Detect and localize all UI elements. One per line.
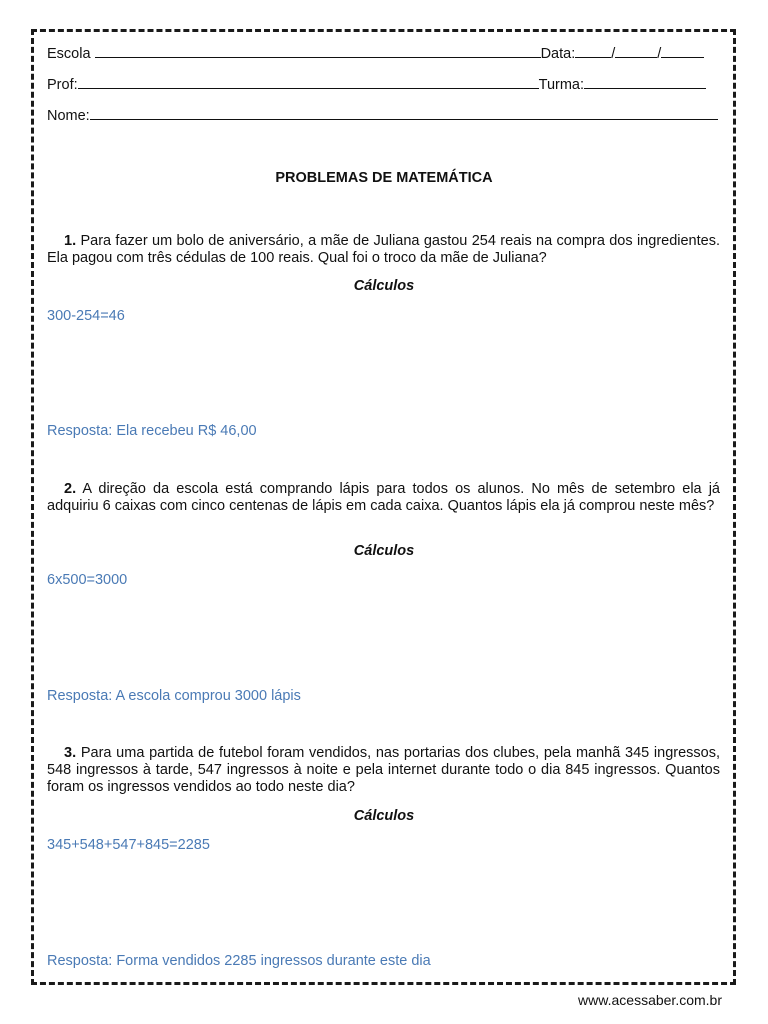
prof-blank[interactable] — [78, 75, 539, 89]
problem-3-calculation: 345+548+547+845=2285 — [47, 837, 210, 853]
prof-label: Prof: — [47, 77, 78, 93]
footer-website: www.acessaber.com.br — [578, 992, 722, 1008]
problem-3-text: Para uma partida de futebol foram vendidos, nas portarias dos clubes, pela manhã 345 ingressos, 548 ingressos à tarde, 547 ingressos à noite e pela internet durante todo o dia 845 ingressos. Quantos foram os ingressos vendidos ao todo neste dia? — [47, 745, 721, 795]
escola-row — [47, 44, 704, 63]
problem-2-text: A direção da escola está comprando lápis para todos os alunos. No mês de setembro ela já adquiriu 6 caixas com cinco centenas de lápis em cada caixa. Quantos lápis ela já comprou neste mês? — [47, 481, 720, 514]
date-slash-1: / — [611, 46, 616, 62]
date-day-blank[interactable] — [575, 44, 611, 58]
problem-2-calculation: 6x500=3000 — [47, 572, 128, 588]
nome-blank[interactable] — [90, 106, 718, 120]
turma-blank[interactable] — [584, 75, 706, 89]
data-label: Data: — [540, 46, 576, 62]
problem-1-calc-label: Cálculos — [353, 278, 415, 294]
nome-label: Nome: — [47, 108, 90, 124]
date-year-blank[interactable] — [661, 44, 704, 58]
problem-2-answer: Resposta: A escola comprou 3000 lápis — [47, 688, 301, 704]
problem-2-calc-label: Cálculos — [353, 543, 415, 559]
escola-label: Escola — [47, 46, 91, 62]
problem-1 — [47, 233, 720, 267]
date-month-blank[interactable] — [615, 44, 657, 58]
escola-blank[interactable] — [95, 44, 541, 58]
problem-3 — [47, 745, 720, 796]
turma-label: Turma: — [538, 77, 585, 93]
problem-1-text: Para fazer um bolo de aniversário, a mãe de Juliana gastou 254 reais na compra dos ingredientes. Ela pagou com três cédulas de 100 reais. Qual foi o troco da mãe de Juliana? — [47, 233, 720, 266]
problem-3-answer: Resposta: Forma vendidos 2285 ingressos durante este dia — [47, 953, 431, 969]
problem-3-number: 3. — [64, 745, 77, 761]
nome-row — [47, 106, 718, 125]
problem-1-answer: Resposta: Ela recebeu R$ 46,00 — [47, 423, 257, 439]
worksheet-title: PROBLEMAS DE MATEMÁTICA — [275, 170, 493, 186]
date-slash-2: / — [657, 46, 662, 62]
problem-2 — [47, 481, 720, 515]
problem-1-calculation: 300-254=46 — [47, 308, 125, 324]
prof-row — [47, 75, 706, 94]
problem-1-number: 1. — [64, 233, 77, 249]
problem-2-number: 2. — [64, 481, 77, 497]
problem-3-calc-label: Cálculos — [353, 808, 415, 824]
